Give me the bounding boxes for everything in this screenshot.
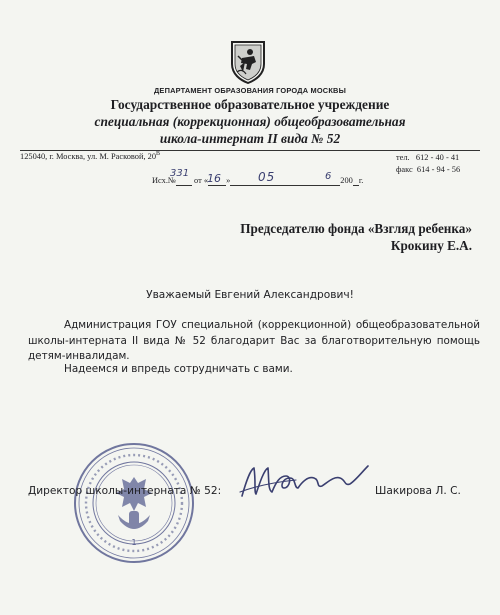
department-name: ДЕПАРТАМЕНТ ОБРАЗОВАНИЯ ГОРОДА МОСКВЫ	[153, 86, 347, 95]
letter-paragraph-2: Надеемся и впредь сотрудничать с вами.	[64, 363, 293, 375]
reference-prefix: Исх.№	[152, 176, 176, 185]
reference-year-suffix: г.	[358, 176, 364, 185]
handwritten-signature-icon	[236, 452, 376, 512]
address-text: 125040, г. Москва, ул. М. Расковой, 20	[20, 151, 157, 161]
letter-greeting: Уважаемый Евгений Александрович!	[146, 289, 354, 301]
reference-month-blank	[230, 176, 340, 186]
handwritten-reference-number: 331	[170, 168, 190, 179]
signatory-name: Шакирова Л. С.	[375, 485, 461, 497]
school-address	[20, 151, 160, 161]
handwritten-month: 05	[258, 170, 276, 184]
address-building-letter: В	[156, 151, 161, 157]
reference-from: от «	[194, 176, 209, 185]
reference-year-prefix: 200	[340, 176, 353, 185]
organization-name-line2: специальная (коррекционная) общеобразовательная	[94, 114, 406, 129]
official-round-stamp-icon	[72, 441, 196, 565]
signature-label: Директор школы-интерната № 52:	[28, 485, 222, 497]
moscow-coat-of-arms-icon	[228, 38, 268, 84]
organization-name-line3: школа-интернат II вида № 52	[159, 131, 341, 146]
letter-paragraph-1: Администрация ГОУ специальной (коррекционной) общеобразовательной школы-интерната II вида № 52 благодарит Вас за благотворительную помощь детям-инвалидам.	[28, 319, 480, 362]
reference-close-quote: »	[226, 176, 231, 185]
fax-number: факс 614 - 94 - 56	[396, 165, 461, 174]
recipient-title: Председателю фонда «Взгляд ребенка»	[240, 221, 472, 236]
telephone-number: тел. 612 - 40 - 41	[396, 153, 460, 162]
svg-text:1: 1	[131, 538, 137, 547]
handwritten-day: 16	[207, 172, 221, 185]
handwritten-year-digit: 6	[325, 171, 332, 182]
organization-name-line1: Государственное образовательное учреждение	[110, 97, 390, 112]
recipient-name: Крокину Е.А.	[390, 238, 472, 253]
